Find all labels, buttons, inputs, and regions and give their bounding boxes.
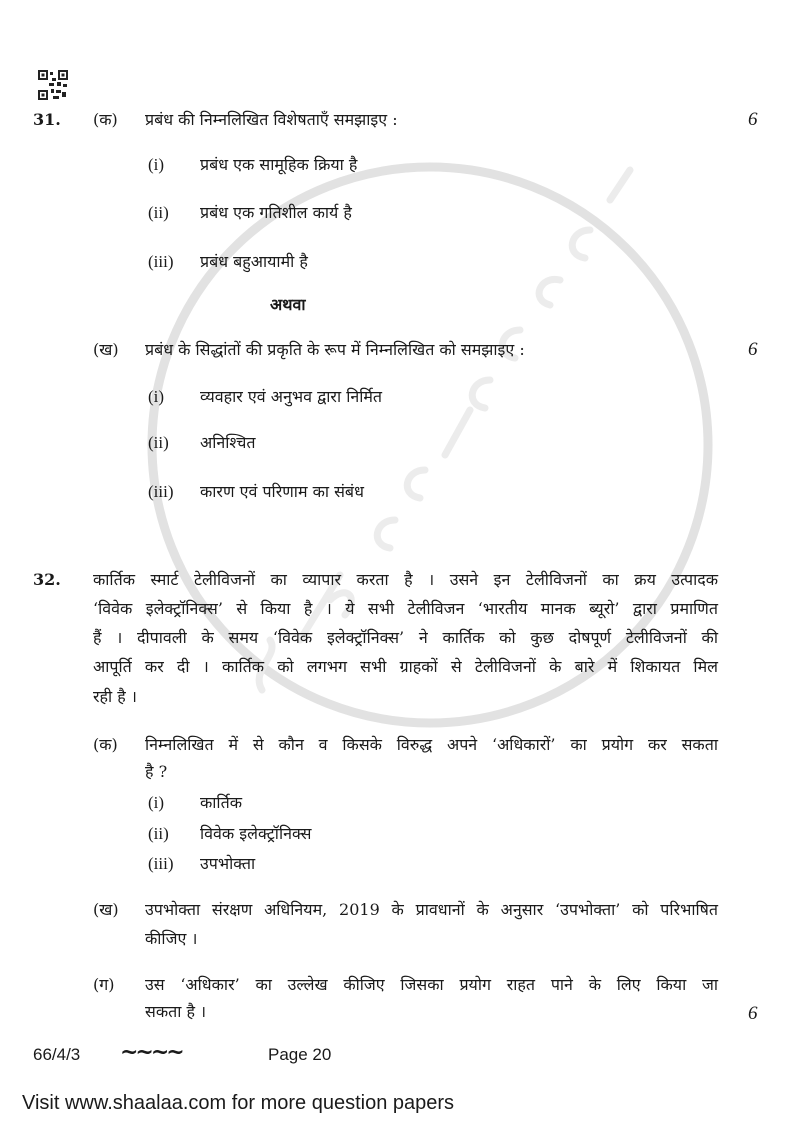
q31a-item-label: (ii) xyxy=(148,203,169,222)
q32a-item-text: कार्तिक xyxy=(200,793,242,812)
q31b-item-label: (i) xyxy=(148,387,165,406)
q31b-item-text: कारण एवं परिणाम का संबंध xyxy=(200,482,364,501)
q32-part-a-text: निम्नलिखित में से कौन व किसके विरुद्ध अपने ‘अधिकारों’ का प्रयोग कर सकता xyxy=(145,735,718,754)
q31b-item-text: व्यवहार एवं अनुभव द्वारा निर्मित xyxy=(200,387,383,406)
q32-part-c-text: उस ‘अधिकार’ का उल्लेख कीजिए जिसका प्रयोग राहत पाने के लिए किया जा xyxy=(145,975,718,994)
q32-part-b-text: उपभोक्ता संरक्षण अधिनियम, 2019 के प्रावधानों के अनुसार ‘उपभोक्ता’ को परिभाषित xyxy=(145,900,718,919)
q31a-item-text: प्रबंध एक सामूहिक क्रिया है xyxy=(200,155,358,174)
q32a-item-label: (i) xyxy=(148,793,165,812)
q31a-item-text: प्रबंध बहुआयामी है xyxy=(200,252,308,271)
question-number-32: 32. xyxy=(33,570,61,589)
q32-passage-line: आपूर्ति कर दी । कार्तिक को लगभग सभी ग्राहकों से टेलीविजनों के बारे में शिकायत मिल xyxy=(93,657,718,676)
q32a-item-text: उपभोक्ता xyxy=(200,854,256,873)
or-separator: अथवा xyxy=(270,295,306,314)
paper-code: 66/4/3 xyxy=(33,1045,81,1064)
q31-part-b-text: प्रबंध के सिद्धांतों की प्रकृति के रूप में निम्नलिखित को समझाइए : xyxy=(145,340,525,359)
q32a-item-label: (iii) xyxy=(148,854,174,873)
q31b-item-label: (iii) xyxy=(148,482,174,501)
q32-passage-line: ‘विवेक इलेक्ट्रॉनिक्स’ से किया है । ये सभी टेलीविजन ‘भारतीय मानक ब्यूरो’ द्वारा प्रमाणित xyxy=(93,599,718,618)
q32-part-b-text-cont: कीजिए । xyxy=(145,929,198,948)
q32a-item-text: विवेक इलेक्ट्रॉनिक्स xyxy=(200,824,312,843)
q32-passage-line: रही है । xyxy=(93,687,137,706)
q31-part-a-text: प्रबंध की निम्नलिखित विशेषताएँ समझाइए : xyxy=(145,110,398,129)
q32-passage-line: कार्तिक स्मार्ट टेलीविजनों का व्यापार करता है । उसने इन टेलीविजनों का क्रय उत्पादक xyxy=(93,570,718,589)
question-number-31: 31. xyxy=(33,110,61,129)
promo-link[interactable]: Visit www.shaalaa.com for more question papers xyxy=(22,1092,455,1114)
q32-part-b-label: (ख) xyxy=(93,900,119,919)
q31-part-b-label: (ख) xyxy=(93,340,119,359)
q32-part-c-text-cont: सकता है । xyxy=(145,1002,207,1021)
q31-part-a-marks: 6 xyxy=(748,109,758,130)
q32-part-c-label: (ग) xyxy=(93,975,115,994)
q32a-item-label: (ii) xyxy=(148,824,169,843)
qr-code-icon xyxy=(38,70,68,100)
q32-marks: 6 xyxy=(748,1003,758,1024)
footer-ornament: ~~~~ xyxy=(120,1039,182,1065)
q31a-item-label: (i) xyxy=(148,155,165,174)
q32-part-a-label: (क) xyxy=(93,735,118,754)
q31b-item-label: (ii) xyxy=(148,433,169,452)
q31-part-a-label: (क) xyxy=(93,110,118,129)
page-number: Page 20 xyxy=(268,1045,332,1064)
q31b-item-text: अनिश्चित xyxy=(200,433,256,452)
q31a-item-label: (iii) xyxy=(148,252,174,271)
q31-part-b-marks: 6 xyxy=(748,339,758,360)
q32-passage-line: हैं । दीपावली के समय ‘विवेक इलेक्ट्रॉनिक्स’ ने कार्तिक को कुछ दोषपूर्ण टेलीविजनों की xyxy=(93,628,718,647)
q31a-item-text: प्रबंध एक गतिशील कार्य है xyxy=(200,203,352,222)
q32-part-a-text-cont: है ? xyxy=(145,762,168,781)
